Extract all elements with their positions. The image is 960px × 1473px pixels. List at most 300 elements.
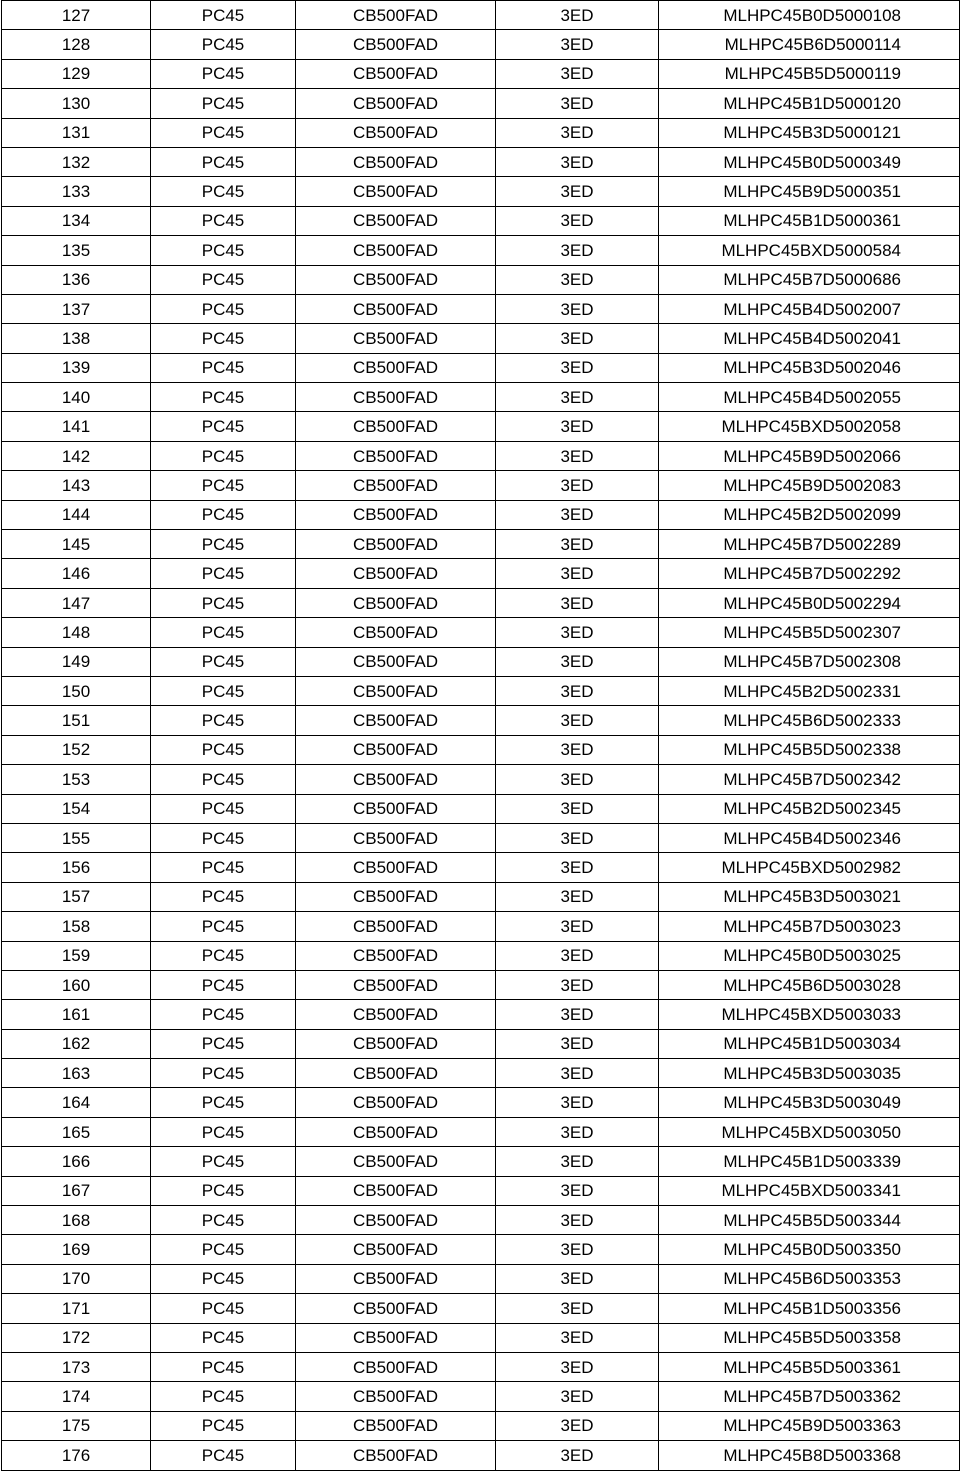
tier-code-cell: 3ED [496, 706, 659, 735]
model-cell: PC45 [151, 89, 296, 118]
table-row [2, 324, 960, 353]
row-number-cell: 156 [2, 853, 151, 882]
table-row [2, 1, 960, 30]
tier-code-cell: 3ED [496, 500, 659, 529]
engine-code-cell: CB500FAD [296, 1147, 496, 1176]
serial-number-cell: MLHPC45B1D5000361 [659, 206, 960, 235]
tier-code-cell: 3ED [496, 294, 659, 323]
tier-code-cell: 3ED [496, 89, 659, 118]
engine-code-cell: CB500FAD [296, 1382, 496, 1411]
model-cell: PC45 [151, 676, 296, 705]
engine-code-cell: CB500FAD [296, 941, 496, 970]
row-number-cell: 154 [2, 794, 151, 823]
serial-number-cell: MLHPC45B4D5002007 [659, 294, 960, 323]
row-number-cell: 131 [2, 118, 151, 147]
engine-code-cell: CB500FAD [296, 853, 496, 882]
table-row [2, 30, 960, 59]
table-row [2, 471, 960, 500]
model-cell: PC45 [151, 765, 296, 794]
serial-number-cell: MLHPC45B7D5002289 [659, 530, 960, 559]
table-row [2, 412, 960, 441]
row-number-cell: 147 [2, 588, 151, 617]
serial-number-cell: MLHPC45BXD5003050 [659, 1117, 960, 1146]
tier-code-cell: 3ED [496, 1000, 659, 1029]
table-row [2, 236, 960, 265]
model-cell: PC45 [151, 530, 296, 559]
row-number-cell: 173 [2, 1352, 151, 1381]
serial-number-cell: MLHPC45B7D5002342 [659, 765, 960, 794]
table-row [2, 500, 960, 529]
model-cell: PC45 [151, 647, 296, 676]
model-cell: PC45 [151, 1088, 296, 1117]
engine-code-cell: CB500FAD [296, 706, 496, 735]
tier-code-cell: 3ED [496, 1352, 659, 1381]
serial-number-cell: MLHPC45B7D5000686 [659, 265, 960, 294]
tier-code-cell: 3ED [496, 912, 659, 941]
model-cell: PC45 [151, 559, 296, 588]
engine-code-cell: CB500FAD [296, 1323, 496, 1352]
tier-code-cell: 3ED [496, 1147, 659, 1176]
row-number-cell: 137 [2, 294, 151, 323]
model-cell: PC45 [151, 1235, 296, 1264]
table-row [2, 647, 960, 676]
serial-number-cell: MLHPC45B6D5003353 [659, 1264, 960, 1293]
tier-code-cell: 3ED [496, 647, 659, 676]
engine-code-cell: CB500FAD [296, 147, 496, 176]
model-cell: PC45 [151, 823, 296, 852]
engine-code-cell: CB500FAD [296, 383, 496, 412]
engine-code-cell: CB500FAD [296, 206, 496, 235]
engine-code-cell: CB500FAD [296, 1411, 496, 1440]
model-cell: PC45 [151, 265, 296, 294]
model-cell: PC45 [151, 177, 296, 206]
table-row [2, 1441, 960, 1470]
tier-code-cell: 3ED [496, 676, 659, 705]
engine-code-cell: CB500FAD [296, 265, 496, 294]
table-row [2, 735, 960, 764]
serial-number-cell: MLHPC45B2D5002099 [659, 500, 960, 529]
model-cell: PC45 [151, 588, 296, 617]
engine-code-cell: CB500FAD [296, 236, 496, 265]
tier-code-cell: 3ED [496, 559, 659, 588]
serial-number-cell: MLHPC45B2D5002331 [659, 676, 960, 705]
row-number-cell: 128 [2, 30, 151, 59]
table-row [2, 853, 960, 882]
table-row [2, 1088, 960, 1117]
tier-code-cell: 3ED [496, 1088, 659, 1117]
table-row [2, 794, 960, 823]
model-cell: PC45 [151, 147, 296, 176]
engine-code-cell: CB500FAD [296, 970, 496, 999]
tier-code-cell: 3ED [496, 970, 659, 999]
engine-code-cell: CB500FAD [296, 1117, 496, 1146]
serial-number-cell: MLHPC45B6D5002333 [659, 706, 960, 735]
serial-number-cell: MLHPC45B4D5002041 [659, 324, 960, 353]
serial-number-cell: MLHPC45BXD5002058 [659, 412, 960, 441]
model-cell: PC45 [151, 1323, 296, 1352]
serial-number-cell: MLHPC45B9D5002066 [659, 441, 960, 470]
tier-code-cell: 3ED [496, 59, 659, 88]
row-number-cell: 143 [2, 471, 151, 500]
table-row [2, 1323, 960, 1352]
model-cell: PC45 [151, 206, 296, 235]
serial-number-table [1, 0, 960, 1471]
table-row [2, 1235, 960, 1264]
model-cell: PC45 [151, 882, 296, 911]
model-cell: PC45 [151, 1176, 296, 1205]
serial-number-cell: MLHPC45B3D5003049 [659, 1088, 960, 1117]
tier-code-cell: 3ED [496, 412, 659, 441]
table-row [2, 912, 960, 941]
row-number-cell: 155 [2, 823, 151, 852]
table-row [2, 59, 960, 88]
serial-number-cell: MLHPC45B4D5002346 [659, 823, 960, 852]
tier-code-cell: 3ED [496, 1294, 659, 1323]
tier-code-cell: 3ED [496, 1206, 659, 1235]
row-number-cell: 139 [2, 353, 151, 382]
tier-code-cell: 3ED [496, 1059, 659, 1088]
table-row [2, 1000, 960, 1029]
model-cell: PC45 [151, 500, 296, 529]
tier-code-cell: 3ED [496, 794, 659, 823]
model-cell: PC45 [151, 30, 296, 59]
engine-code-cell: CB500FAD [296, 353, 496, 382]
table-row [2, 941, 960, 970]
engine-code-cell: CB500FAD [296, 118, 496, 147]
table-row [2, 1176, 960, 1205]
model-cell: PC45 [151, 1352, 296, 1381]
row-number-cell: 157 [2, 882, 151, 911]
table-row [2, 177, 960, 206]
tier-code-cell: 3ED [496, 1441, 659, 1470]
row-number-cell: 130 [2, 89, 151, 118]
row-number-cell: 144 [2, 500, 151, 529]
model-cell: PC45 [151, 1117, 296, 1146]
engine-code-cell: CB500FAD [296, 412, 496, 441]
row-number-cell: 153 [2, 765, 151, 794]
model-cell: PC45 [151, 1411, 296, 1440]
tier-code-cell: 3ED [496, 618, 659, 647]
row-number-cell: 132 [2, 147, 151, 176]
row-number-cell: 163 [2, 1059, 151, 1088]
engine-code-cell: CB500FAD [296, 1264, 496, 1293]
row-number-cell: 174 [2, 1382, 151, 1411]
engine-code-cell: CB500FAD [296, 794, 496, 823]
table-row [2, 383, 960, 412]
row-number-cell: 158 [2, 912, 151, 941]
table-row [2, 1029, 960, 1058]
table-row [2, 89, 960, 118]
serial-number-cell: MLHPC45B7D5002308 [659, 647, 960, 676]
engine-code-cell: CB500FAD [296, 823, 496, 852]
serial-number-cell: MLHPC45B5D5003344 [659, 1206, 960, 1235]
serial-number-cell: MLHPC45B9D5000351 [659, 177, 960, 206]
model-cell: PC45 [151, 618, 296, 647]
table-row [2, 118, 960, 147]
serial-number-cell: MLHPC45B0D5003350 [659, 1235, 960, 1264]
serial-number-cell: MLHPC45B3D5003035 [659, 1059, 960, 1088]
row-number-cell: 165 [2, 1117, 151, 1146]
model-cell: PC45 [151, 236, 296, 265]
engine-code-cell: CB500FAD [296, 882, 496, 911]
tier-code-cell: 3ED [496, 236, 659, 265]
tier-code-cell: 3ED [496, 147, 659, 176]
serial-number-cell: MLHPC45B0D5003025 [659, 941, 960, 970]
table-row [2, 1352, 960, 1381]
table-row [2, 1294, 960, 1323]
row-number-cell: 148 [2, 618, 151, 647]
row-number-cell: 161 [2, 1000, 151, 1029]
table-row [2, 1147, 960, 1176]
tier-code-cell: 3ED [496, 441, 659, 470]
engine-code-cell: CB500FAD [296, 471, 496, 500]
engine-code-cell: CB500FAD [296, 1235, 496, 1264]
model-cell: PC45 [151, 970, 296, 999]
model-cell: PC45 [151, 353, 296, 382]
serial-number-cell: MLHPC45B5D5002338 [659, 735, 960, 764]
table-row [2, 765, 960, 794]
model-cell: PC45 [151, 412, 296, 441]
model-cell: PC45 [151, 441, 296, 470]
tier-code-cell: 3ED [496, 471, 659, 500]
row-number-cell: 150 [2, 676, 151, 705]
tier-code-cell: 3ED [496, 353, 659, 382]
tier-code-cell: 3ED [496, 1382, 659, 1411]
serial-number-cell: MLHPC45BXD5003341 [659, 1176, 960, 1205]
row-number-cell: 133 [2, 177, 151, 206]
row-number-cell: 129 [2, 59, 151, 88]
engine-code-cell: CB500FAD [296, 89, 496, 118]
row-number-cell: 172 [2, 1323, 151, 1352]
table-row [2, 823, 960, 852]
table-row [2, 1411, 960, 1440]
row-number-cell: 142 [2, 441, 151, 470]
row-number-cell: 127 [2, 1, 151, 30]
serial-number-cell: MLHPC45B3D5003021 [659, 882, 960, 911]
tier-code-cell: 3ED [496, 1117, 659, 1146]
table-body [2, 1, 960, 1471]
serial-number-cell: MLHPC45B0D5000108 [659, 1, 960, 30]
tier-code-cell: 3ED [496, 882, 659, 911]
row-number-cell: 140 [2, 383, 151, 412]
row-number-cell: 169 [2, 1235, 151, 1264]
model-cell: PC45 [151, 1294, 296, 1323]
engine-code-cell: CB500FAD [296, 324, 496, 353]
engine-code-cell: CB500FAD [296, 559, 496, 588]
model-cell: PC45 [151, 1441, 296, 1470]
engine-code-cell: CB500FAD [296, 30, 496, 59]
model-cell: PC45 [151, 941, 296, 970]
engine-code-cell: CB500FAD [296, 1352, 496, 1381]
row-number-cell: 159 [2, 941, 151, 970]
engine-code-cell: CB500FAD [296, 500, 496, 529]
serial-number-cell: MLHPC45B5D5002307 [659, 618, 960, 647]
row-number-cell: 145 [2, 530, 151, 559]
engine-code-cell: CB500FAD [296, 1176, 496, 1205]
row-number-cell: 149 [2, 647, 151, 676]
engine-code-cell: CB500FAD [296, 1294, 496, 1323]
table-row [2, 206, 960, 235]
serial-number-cell: MLHPC45B3D5000121 [659, 118, 960, 147]
row-number-cell: 146 [2, 559, 151, 588]
serial-number-cell: MLHPC45B9D5002083 [659, 471, 960, 500]
table-row [2, 618, 960, 647]
engine-code-cell: CB500FAD [296, 1059, 496, 1088]
row-number-cell: 162 [2, 1029, 151, 1058]
model-cell: PC45 [151, 59, 296, 88]
engine-code-cell: CB500FAD [296, 441, 496, 470]
serial-number-cell: MLHPC45B0D5002294 [659, 588, 960, 617]
serial-number-cell: MLHPC45B2D5002345 [659, 794, 960, 823]
engine-code-cell: CB500FAD [296, 1441, 496, 1470]
row-number-cell: 166 [2, 1147, 151, 1176]
row-number-cell: 135 [2, 236, 151, 265]
model-cell: PC45 [151, 1264, 296, 1293]
row-number-cell: 170 [2, 1264, 151, 1293]
tier-code-cell: 3ED [496, 1176, 659, 1205]
model-cell: PC45 [151, 1382, 296, 1411]
table-row [2, 882, 960, 911]
row-number-cell: 152 [2, 735, 151, 764]
model-cell: PC45 [151, 1029, 296, 1058]
serial-number-cell: MLHPC45BXD5000584 [659, 236, 960, 265]
tier-code-cell: 3ED [496, 1235, 659, 1264]
tier-code-cell: 3ED [496, 941, 659, 970]
model-cell: PC45 [151, 324, 296, 353]
tier-code-cell: 3ED [496, 265, 659, 294]
table-row [2, 353, 960, 382]
row-number-cell: 160 [2, 970, 151, 999]
serial-number-cell: MLHPC45B1D5003339 [659, 1147, 960, 1176]
model-cell: PC45 [151, 118, 296, 147]
table-row [2, 588, 960, 617]
tier-code-cell: 3ED [496, 177, 659, 206]
serial-number-cell: MLHPC45B5D5003358 [659, 1323, 960, 1352]
serial-number-cell: MLHPC45B7D5003023 [659, 912, 960, 941]
model-cell: PC45 [151, 1147, 296, 1176]
serial-number-cell: MLHPC45B9D5003363 [659, 1411, 960, 1440]
row-number-cell: 164 [2, 1088, 151, 1117]
row-number-cell: 175 [2, 1411, 151, 1440]
serial-number-cell: MLHPC45B8D5003368 [659, 1441, 960, 1470]
engine-code-cell: CB500FAD [296, 912, 496, 941]
model-cell: PC45 [151, 383, 296, 412]
serial-number-cell: MLHPC45B7D5002292 [659, 559, 960, 588]
table-row [2, 294, 960, 323]
engine-code-cell: CB500FAD [296, 676, 496, 705]
model-cell: PC45 [151, 853, 296, 882]
tier-code-cell: 3ED [496, 383, 659, 412]
model-cell: PC45 [151, 1000, 296, 1029]
row-number-cell: 167 [2, 1176, 151, 1205]
engine-code-cell: CB500FAD [296, 1029, 496, 1058]
serial-number-cell: MLHPC45B7D5003362 [659, 1382, 960, 1411]
engine-code-cell: CB500FAD [296, 1000, 496, 1029]
model-cell: PC45 [151, 1059, 296, 1088]
model-cell: PC45 [151, 794, 296, 823]
serial-number-cell: MLHPC45BXD5003033 [659, 1000, 960, 1029]
table-row [2, 970, 960, 999]
row-number-cell: 176 [2, 1441, 151, 1470]
table-row [2, 1059, 960, 1088]
serial-number-cell: MLHPC45B3D5002046 [659, 353, 960, 382]
tier-code-cell: 3ED [496, 1264, 659, 1293]
tier-code-cell: 3ED [496, 1411, 659, 1440]
tier-code-cell: 3ED [496, 853, 659, 882]
serial-number-cell: MLHPC45B1D5003034 [659, 1029, 960, 1058]
row-number-cell: 136 [2, 265, 151, 294]
model-cell: PC45 [151, 471, 296, 500]
row-number-cell: 134 [2, 206, 151, 235]
engine-code-cell: CB500FAD [296, 588, 496, 617]
tier-code-cell: 3ED [496, 1323, 659, 1352]
serial-number-cell: MLHPC45B6D5003028 [659, 970, 960, 999]
serial-number-cell: MLHPC45B6D5000114 [659, 30, 960, 59]
tier-code-cell: 3ED [496, 765, 659, 794]
tier-code-cell: 3ED [496, 588, 659, 617]
tier-code-cell: 3ED [496, 823, 659, 852]
tier-code-cell: 3ED [496, 30, 659, 59]
engine-code-cell: CB500FAD [296, 735, 496, 764]
table-row [2, 1206, 960, 1235]
tier-code-cell: 3ED [496, 1029, 659, 1058]
row-number-cell: 141 [2, 412, 151, 441]
engine-code-cell: CB500FAD [296, 618, 496, 647]
tier-code-cell: 3ED [496, 324, 659, 353]
engine-code-cell: CB500FAD [296, 1206, 496, 1235]
model-cell: PC45 [151, 735, 296, 764]
engine-code-cell: CB500FAD [296, 294, 496, 323]
tier-code-cell: 3ED [496, 206, 659, 235]
tier-code-cell: 3ED [496, 118, 659, 147]
table-row [2, 1117, 960, 1146]
row-number-cell: 151 [2, 706, 151, 735]
row-number-cell: 168 [2, 1206, 151, 1235]
engine-code-cell: CB500FAD [296, 1, 496, 30]
model-cell: PC45 [151, 912, 296, 941]
serial-number-cell: MLHPC45B1D5003356 [659, 1294, 960, 1323]
model-cell: PC45 [151, 706, 296, 735]
serial-number-cell: MLHPC45BXD5002982 [659, 853, 960, 882]
table-row [2, 147, 960, 176]
engine-code-cell: CB500FAD [296, 177, 496, 206]
row-number-cell: 171 [2, 1294, 151, 1323]
table-row [2, 1382, 960, 1411]
table-row [2, 706, 960, 735]
model-cell: PC45 [151, 1, 296, 30]
model-cell: PC45 [151, 1206, 296, 1235]
engine-code-cell: CB500FAD [296, 59, 496, 88]
engine-code-cell: CB500FAD [296, 1088, 496, 1117]
engine-code-cell: CB500FAD [296, 765, 496, 794]
serial-number-cell: MLHPC45B5D5003361 [659, 1352, 960, 1381]
table-row [2, 1264, 960, 1293]
table-row [2, 559, 960, 588]
table-row [2, 676, 960, 705]
tier-code-cell: 3ED [496, 735, 659, 764]
tier-code-cell: 3ED [496, 1, 659, 30]
serial-number-cell: MLHPC45B5D5000119 [659, 59, 960, 88]
tier-code-cell: 3ED [496, 530, 659, 559]
row-number-cell: 138 [2, 324, 151, 353]
model-cell: PC45 [151, 294, 296, 323]
table-row [2, 530, 960, 559]
serial-number-cell: MLHPC45B1D5000120 [659, 89, 960, 118]
engine-code-cell: CB500FAD [296, 530, 496, 559]
serial-number-cell: MLHPC45B0D5000349 [659, 147, 960, 176]
serial-number-cell: MLHPC45B4D5002055 [659, 383, 960, 412]
engine-code-cell: CB500FAD [296, 647, 496, 676]
